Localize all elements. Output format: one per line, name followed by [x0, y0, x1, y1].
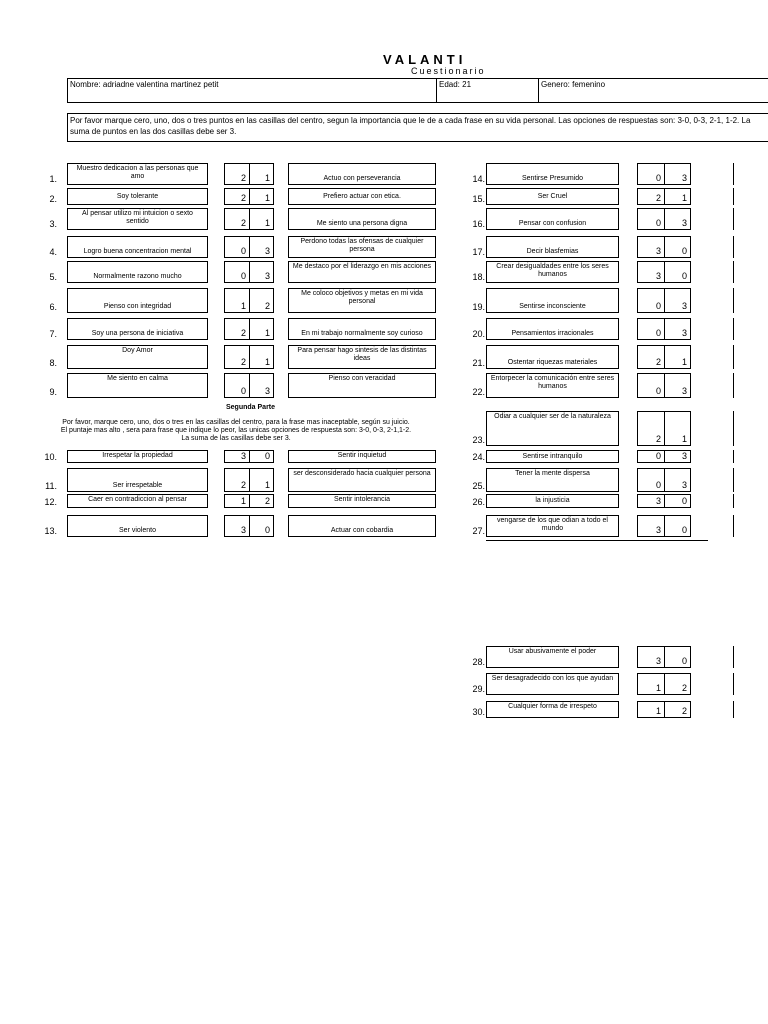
- score-input-2[interactable]: 3: [665, 468, 691, 492]
- statement-b: Actuo con perseverancia: [288, 163, 436, 185]
- score-input-2[interactable]: 1: [250, 345, 274, 369]
- statement-a: Soy tolerante: [67, 188, 208, 205]
- instructions-part1: Por favor marque cero, uno, dos o tres puntos en las casillas del centro, segun la importancia que le de a cada frase en su vida personal. Las opciones de respuestas son: 3-0, 0-3, 2-1, 1-2. La suma de puntos en las dos casillas debe ser 3.: [67, 113, 768, 142]
- item-number: 20.: [472, 329, 485, 339]
- score-input-1[interactable]: 2: [637, 188, 665, 205]
- score-pair: [224, 345, 274, 369]
- item-number: 12.: [44, 497, 57, 507]
- score-pair: [224, 515, 274, 537]
- statement-a: Al pensar utilizo mi intuicion o sexto sentido: [67, 208, 208, 230]
- score-input-1[interactable]: 0: [637, 318, 665, 340]
- cell-edge: [733, 373, 734, 398]
- statement-b: Sentir intolerancia: [288, 494, 436, 508]
- cell-edge: [733, 288, 734, 313]
- score-pair: [224, 373, 274, 398]
- score-input-2[interactable]: 1: [250, 468, 274, 492]
- score-input-1[interactable]: 3: [637, 261, 665, 283]
- statement: la injusticia: [486, 494, 619, 508]
- score-input-1[interactable]: 2: [224, 163, 250, 185]
- cell-edge: [733, 450, 734, 463]
- score-input-1[interactable]: 1: [224, 288, 250, 313]
- score-input-1[interactable]: 3: [637, 236, 665, 258]
- score-input-2[interactable]: 0: [665, 236, 691, 258]
- score-input-2[interactable]: 1: [250, 208, 274, 230]
- score-input-2[interactable]: 1: [250, 318, 274, 340]
- item-number: 8.: [49, 358, 57, 368]
- score-pair: [224, 188, 274, 205]
- item-number: 21.: [472, 358, 485, 368]
- cell-edge: [733, 345, 734, 369]
- score-input-1[interactable]: 3: [224, 515, 250, 537]
- score-input-2[interactable]: 2: [250, 288, 274, 313]
- gender-field[interactable]: Genero: femenino: [539, 78, 768, 103]
- item-number: 15.: [472, 194, 485, 204]
- statement-a: Ser irrespetable: [67, 468, 208, 492]
- score-input-2[interactable]: 2: [665, 673, 691, 695]
- cell-edge: [733, 236, 734, 258]
- score-input-2[interactable]: 0: [250, 515, 274, 537]
- section2-title: Segunda Parte: [226, 404, 276, 411]
- score-pair: [637, 494, 691, 508]
- score-input-2[interactable]: 3: [665, 373, 691, 398]
- score-input-2[interactable]: 1: [250, 188, 274, 205]
- statement-b: Pienso con veracidad: [288, 373, 436, 398]
- statement-b: Me coloco objetivos y metas en mi vida personal: [288, 288, 436, 313]
- statement-b: Para pensar hago sintesis de las distintas ideas: [288, 345, 436, 369]
- score-input-1[interactable]: 2: [224, 208, 250, 230]
- statement: Pensar con confusion: [486, 208, 619, 230]
- score-pair: [637, 373, 691, 398]
- statement: Sentirse intranquilo: [486, 450, 619, 463]
- score-input-1[interactable]: 2: [637, 411, 665, 446]
- score-input-1[interactable]: 0: [224, 373, 250, 398]
- cell-edge: [733, 411, 734, 446]
- score-input-1[interactable]: 1: [637, 673, 665, 695]
- score-input-1[interactable]: 2: [637, 345, 665, 369]
- score-pair: [637, 163, 691, 185]
- score-pair: [224, 236, 274, 258]
- score-pair: [224, 468, 274, 492]
- item-number: 10.: [44, 452, 57, 462]
- item-number: 25.: [472, 481, 485, 491]
- score-input-2[interactable]: 2: [665, 701, 691, 718]
- score-input-2[interactable]: 3: [250, 373, 274, 398]
- score-input-2[interactable]: 0: [250, 450, 274, 463]
- item-number: 3.: [49, 219, 57, 229]
- statement-b: Perdono todas las ofensas de cualquier persona: [288, 236, 436, 258]
- score-pair: [637, 515, 691, 537]
- score-input-1[interactable]: 0: [637, 468, 665, 492]
- cell-edge: [733, 701, 734, 718]
- statement: Entorpecer la comunicación entre seres humanos: [486, 373, 619, 398]
- cell-edge: [733, 673, 734, 695]
- item-number: 30.: [472, 707, 485, 717]
- score-input-2[interactable]: 3: [665, 450, 691, 463]
- statement: Sentirse inconsciente: [486, 288, 619, 313]
- statement-a: Irrespetar la propiedad: [67, 450, 208, 463]
- item-number: 9.: [49, 387, 57, 397]
- score-input-1[interactable]: 2: [224, 188, 250, 205]
- statement: Odiar a cualquier ser de la naturaleza: [486, 411, 619, 446]
- item-number: 28.: [472, 657, 485, 667]
- item-number: 29.: [472, 684, 485, 694]
- score-input-1[interactable]: 0: [637, 373, 665, 398]
- score-pair: [637, 261, 691, 283]
- item-number: 1.: [49, 174, 57, 184]
- statement: Ser Cruel: [486, 188, 619, 205]
- item-number: 5.: [49, 272, 57, 282]
- score-input-1[interactable]: 1: [224, 494, 250, 508]
- statement: Decir blasfemias: [486, 236, 619, 258]
- score-pair: [224, 318, 274, 340]
- cell-edge: [733, 261, 734, 283]
- score-input-1[interactable]: 0: [637, 450, 665, 463]
- score-pair: [637, 345, 691, 369]
- score-input-2[interactable]: 3: [250, 236, 274, 258]
- score-pair: [637, 701, 691, 718]
- score-pair: [637, 236, 691, 258]
- score-input-2[interactable]: 3: [665, 208, 691, 230]
- statement-b: Sentir inquietud: [288, 450, 436, 463]
- score-input-1[interactable]: 1: [637, 701, 665, 718]
- statement-a: Doy Amor: [67, 345, 208, 369]
- score-input-1[interactable]: 2: [224, 318, 250, 340]
- statement: Tener la mente dispersa: [486, 468, 619, 492]
- item-number: 24.: [472, 452, 485, 462]
- score-pair: [637, 188, 691, 205]
- score-input-2[interactable]: 3: [250, 261, 274, 283]
- score-pair: [637, 450, 691, 463]
- statement-a: Normalmente razono mucho: [67, 261, 208, 283]
- score-input-2[interactable]: 1: [665, 345, 691, 369]
- score-pair: [637, 288, 691, 313]
- item-number: 7.: [49, 329, 57, 339]
- page-subtitle: Cuestionario: [411, 66, 486, 76]
- score-input-1[interactable]: 0: [637, 163, 665, 185]
- name-field[interactable]: Nombre: adriadne valentina martinez petit: [67, 78, 437, 103]
- statement-b: Me siento una persona digna: [288, 208, 436, 230]
- statement-a: Caer en contradiccion al pensar: [67, 494, 208, 508]
- item-number: 2.: [49, 194, 57, 204]
- score-pair: [637, 673, 691, 695]
- item-number: 22.: [472, 387, 485, 397]
- cell-edge: [733, 646, 734, 668]
- score-input-2[interactable]: 0: [665, 515, 691, 537]
- score-input-1[interactable]: 3: [637, 494, 665, 508]
- statement-b: Actuar con cobardia: [288, 515, 436, 537]
- score-input-1[interactable]: 2: [224, 345, 250, 369]
- score-input-1[interactable]: 3: [637, 515, 665, 537]
- item-number: 4.: [49, 247, 57, 257]
- cell-edge: [733, 163, 734, 185]
- statement-b: Me destaco por el liderazgo en mis acciones: [288, 261, 436, 283]
- item-number: 18.: [472, 272, 485, 282]
- item-number: 6.: [49, 302, 57, 312]
- score-pair: [224, 208, 274, 230]
- score-input-1[interactable]: 0: [224, 236, 250, 258]
- cell-edge: [733, 208, 734, 230]
- divider: [486, 540, 708, 541]
- score-input-2[interactable]: 1: [665, 411, 691, 446]
- statement-a: Ser violento: [67, 515, 208, 537]
- statement: Usar abusivamente el poder: [486, 646, 619, 668]
- score-input-1[interactable]: 0: [637, 288, 665, 313]
- statement: Ostentar riquezas materiales: [486, 345, 619, 369]
- score-input-2[interactable]: 2: [250, 494, 274, 508]
- score-input-1[interactable]: 3: [224, 450, 250, 463]
- instructions-part2: Por favor, marque cero, uno, dos o tres en las casillas del centro, para la frase mas inaceptable, según su juicio. El puntaje mas alto , sera para frase que indique lo peor, las unicas opciones de respuesta son: 3-0, 0-3, 2-1,1-2. La suma de las casillas debe ser 3.: [60, 419, 412, 442]
- score-input-2[interactable]: 0: [665, 261, 691, 283]
- score-pair: [224, 163, 274, 185]
- score-input-2[interactable]: 0: [665, 494, 691, 508]
- statement-a: Logro buena concentracion mental: [67, 236, 208, 258]
- cell-edge: [733, 515, 734, 537]
- statement-b: Prefiero actuar con etica.: [288, 188, 436, 205]
- score-input-1[interactable]: 2: [224, 468, 250, 492]
- score-input-1[interactable]: 0: [224, 261, 250, 283]
- cell-edge: [733, 318, 734, 340]
- score-pair: [637, 468, 691, 492]
- score-input-2[interactable]: 1: [665, 188, 691, 205]
- item-number: 11.: [45, 481, 57, 491]
- cell-edge: [733, 188, 734, 205]
- item-number: 23.: [472, 435, 485, 445]
- score-pair: [224, 261, 274, 283]
- score-pair: [637, 208, 691, 230]
- score-input-1[interactable]: 3: [637, 646, 665, 668]
- cell-edge: [733, 468, 734, 492]
- score-pair: [224, 494, 274, 508]
- statement: vengarse de los que odian a todo el mundo: [486, 515, 619, 537]
- statement: Crear desigualdades entre los seres humanos: [486, 261, 619, 283]
- item-number: 17.: [472, 247, 485, 257]
- statement-a: Me siento en calma: [67, 373, 208, 398]
- score-pair: [224, 288, 274, 313]
- age-field[interactable]: Edad: 21: [437, 78, 539, 103]
- item-number: 16.: [472, 219, 485, 229]
- item-number: 19.: [472, 302, 485, 312]
- score-input-2[interactable]: 0: [665, 646, 691, 668]
- score-input-2[interactable]: 3: [665, 318, 691, 340]
- score-input-2[interactable]: 3: [665, 163, 691, 185]
- statement-b: En mi trabajo normalmente soy curioso: [288, 318, 436, 340]
- cell-edge: [733, 494, 734, 508]
- score-input-2[interactable]: 3: [665, 288, 691, 313]
- item-number: 27.: [472, 526, 485, 536]
- statement: Pensamientos irracionales: [486, 318, 619, 340]
- score-pair: [224, 450, 274, 463]
- item-number: 26.: [472, 497, 485, 507]
- statement: Ser desagradecido con los que ayudan: [486, 673, 619, 695]
- statement-a: Pienso con integridad: [67, 288, 208, 313]
- statement: Cualquier forma de irrespeto: [486, 701, 619, 718]
- score-pair: [637, 411, 691, 446]
- statement-a: Soy una persona de iniciativa: [67, 318, 208, 340]
- page-title: VALANTI: [383, 52, 467, 67]
- score-input-2[interactable]: 1: [250, 163, 274, 185]
- score-pair: [637, 318, 691, 340]
- item-number: 13.: [44, 526, 57, 536]
- statement-b: ser desconsiderado hacia cualquier persona: [288, 468, 436, 492]
- item-number: 14.: [472, 174, 485, 184]
- statement-a: Muestro dedicacion a las personas que amo: [67, 163, 208, 185]
- statement: Sentirse Presumido: [486, 163, 619, 185]
- score-pair: [637, 646, 691, 668]
- score-input-1[interactable]: 0: [637, 208, 665, 230]
